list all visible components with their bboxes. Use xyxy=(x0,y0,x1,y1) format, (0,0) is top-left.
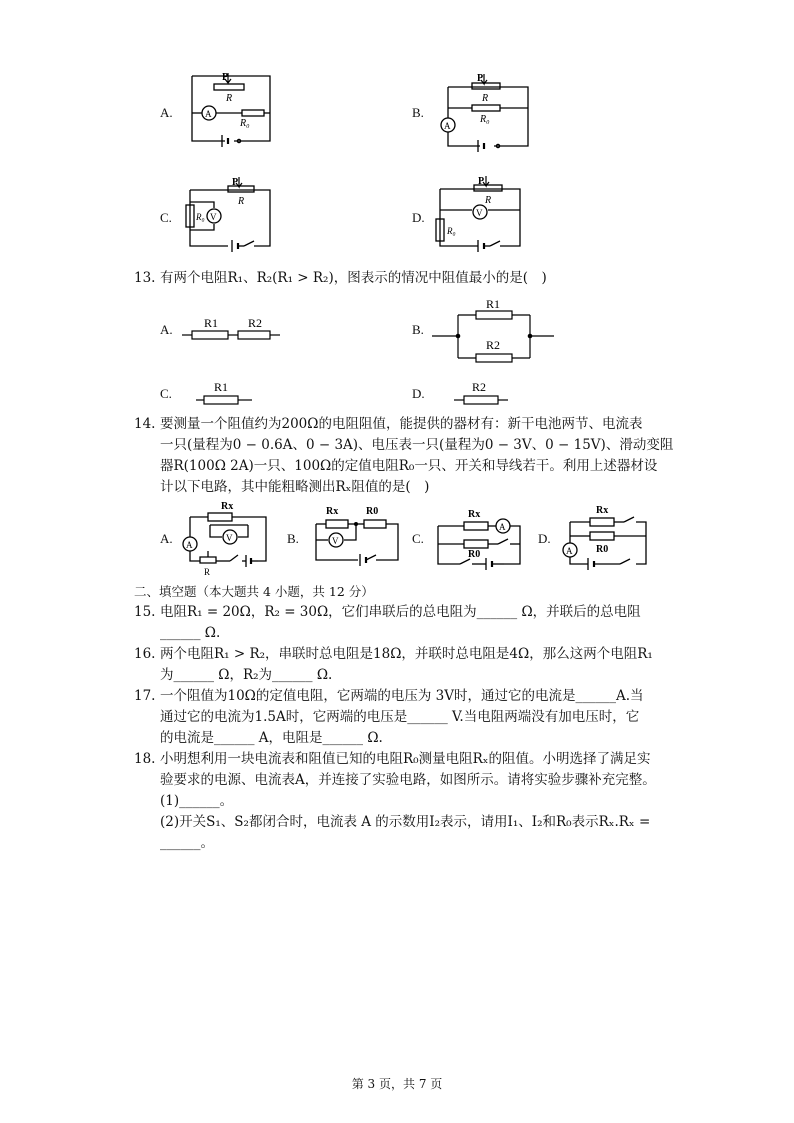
q13-stem: 有两个电阻R₁、R₂(R₁ > R₂)，图表示的情况中阻值最小的是( ) xyxy=(160,270,547,286)
q15-line-2: ______ Ω. xyxy=(160,625,221,641)
q13-option-d-letter: D. xyxy=(412,386,425,401)
q12-a-label-r: R xyxy=(226,93,233,104)
q14-option-b-circuit xyxy=(306,500,406,570)
q17-number: 17. xyxy=(134,688,156,704)
q14-a-label-voltmeter: V xyxy=(226,533,233,543)
q13-option-c-diagram xyxy=(180,376,260,406)
q12-option-b-letter: B. xyxy=(412,105,424,120)
q12-c-label-r0: R₀ xyxy=(196,212,205,222)
q14-b-label-r0: R0 xyxy=(366,506,379,517)
q12-c-label-r: R xyxy=(238,196,245,207)
q12-option-d-letter: D. xyxy=(412,210,425,225)
q14-a-label-ammeter: A xyxy=(186,540,193,550)
q18-line-1: 小明想利用一块电流表和阻值已知的电阻R₀测量电阻Rₓ的阻值。小明选择了满足实 xyxy=(160,751,651,767)
q14-b-label-voltmeter: V xyxy=(332,536,339,546)
q13-option-a-letter: A. xyxy=(160,322,173,337)
q14-option-d-letter: D. xyxy=(538,531,551,546)
q13-b-label-r1: R1 xyxy=(486,297,501,311)
q13-option-a-diagram xyxy=(180,312,284,342)
q18-line-4: (2)开关S₁、S₂都闭合时，电流表 A 的示数用I₂表示，请用I₁、I₂和R₀表示Rₓ.Rₓ = xyxy=(160,814,651,830)
q13-option-b-diagram xyxy=(430,294,556,364)
q14-option-b-letter: B. xyxy=(287,531,299,546)
q14-option-d-circuit xyxy=(558,500,652,576)
q14-c-label-r0: R0 xyxy=(468,549,481,560)
q14-option-a-circuit xyxy=(180,497,272,577)
q18-line-5: ______。 xyxy=(160,835,214,851)
q12-a-label-p: P xyxy=(222,72,229,83)
q18-line-2: 验要求的电源、电流表A，并连接了实验电路，如图所示。请将实验步骤补充完整。 xyxy=(160,772,656,788)
q13-c-label-r1: R1 xyxy=(214,380,229,394)
q12-c-label-voltmeter: V xyxy=(210,212,217,222)
q13-a-label-r1: R1 xyxy=(204,316,219,330)
q18-number: 18. xyxy=(134,751,156,767)
q13-number: 13. xyxy=(134,270,156,286)
q13-option-b-letter: B. xyxy=(412,322,424,337)
q18-line-3: (1)______。 xyxy=(160,793,234,809)
q14-option-a-letter: A. xyxy=(160,531,173,546)
q12-d-label-voltmeter: V xyxy=(476,208,483,218)
q12-option-a-circuit xyxy=(182,70,282,150)
q14-a-label-rx: Rx xyxy=(221,501,234,512)
q12-d-label-r0: R₀ xyxy=(447,226,456,236)
q17-line-1: 一个阻值为10Ω的定值电阻，它两端的电压为 3V时，通过它的电流是______A.当 xyxy=(160,688,644,704)
q12-b-label-ammeter: A xyxy=(444,121,451,131)
q14-b-label-rx: Rx xyxy=(326,506,339,517)
q12-b-label-r0: R₀ xyxy=(480,114,490,125)
q12-a-label-r0: R₀ xyxy=(240,118,250,129)
q14-d-label-ammeter: A xyxy=(566,546,573,556)
q14-c-label-rx: Rx xyxy=(468,509,481,520)
q17-line-3: 的电流是______ A，电阻是______ Ω. xyxy=(160,730,383,746)
section-2-title: 二、填空题（本大题共 4 小题，共 12 分） xyxy=(134,584,374,599)
q14-number: 14. xyxy=(134,416,156,432)
q15-number: 15. xyxy=(134,604,156,620)
q12-option-c-circuit xyxy=(182,175,282,255)
q16-line-2: 为______ Ω，R₂为______ Ω. xyxy=(160,667,333,683)
q12-option-b-circuit xyxy=(432,70,536,154)
q16-number: 16. xyxy=(134,646,156,662)
q14-a-label-r: R xyxy=(204,567,211,577)
q13-a-label-r2: R2 xyxy=(248,316,263,330)
q14-c-label-ammeter: A xyxy=(499,522,506,532)
q12-b-label-p: P xyxy=(477,73,484,84)
q12-a-label-ammeter: A xyxy=(205,109,212,119)
q13-b-label-r2: R2 xyxy=(486,338,501,352)
q14-line-2: 一只(量程为0 − 0.6A、0 − 3A)、电压表一只(量程为0 − 3V、0 − 15V)、滑动变阻 xyxy=(160,437,674,453)
q14-option-c-circuit xyxy=(430,500,530,576)
q16-line-1: 两个电阻R₁ > R₂，串联时总电阻是18Ω，并联时总电阻是4Ω，那么这两个电阻R₁ xyxy=(160,646,653,662)
q14-line-4: 计以下电路，其中能粗略测出Rₓ阻值的是( ) xyxy=(160,479,430,495)
q13-option-d-diagram xyxy=(432,376,512,406)
q14-option-c-letter: C. xyxy=(412,531,424,546)
q14-d-label-rx: Rx xyxy=(596,505,609,516)
q13-option-c-letter: C. xyxy=(160,386,172,401)
q12-d-label-r: R xyxy=(485,195,492,206)
page-footer: 第 3 页，共 7 页 xyxy=(351,1077,443,1091)
q12-option-c-letter: C. xyxy=(160,210,172,225)
q12-d-label-p: P xyxy=(478,176,485,187)
q13-d-label-r2: R2 xyxy=(472,380,487,394)
q14-line-1: 要测量一个阻值约为200Ω的电阻阻值，能提供的器材有：新干电池两节、电流表 xyxy=(160,416,643,432)
q14-d-label-r0: R0 xyxy=(596,544,609,555)
q14-line-3: 器R(100Ω 2A)一只、100Ω的定值电阻R₀一只、开关和导线若干。利用上述器材设 xyxy=(160,458,658,474)
q12-b-label-r: R xyxy=(482,93,489,104)
q17-line-2: 通过它的电流为1.5A时，它两端的电压是______ V.当电阻两端没有加电压时，它 xyxy=(160,709,640,725)
q12-option-a-letter: A. xyxy=(160,105,173,120)
q15-line-1: 电阻R₁ = 20Ω，R₂ = 30Ω，它们串联后的总电阻为______ Ω，并联后的总电阻 xyxy=(160,604,641,620)
q12-c-label-p: P xyxy=(232,177,239,188)
q12-option-d-circuit xyxy=(432,175,536,255)
